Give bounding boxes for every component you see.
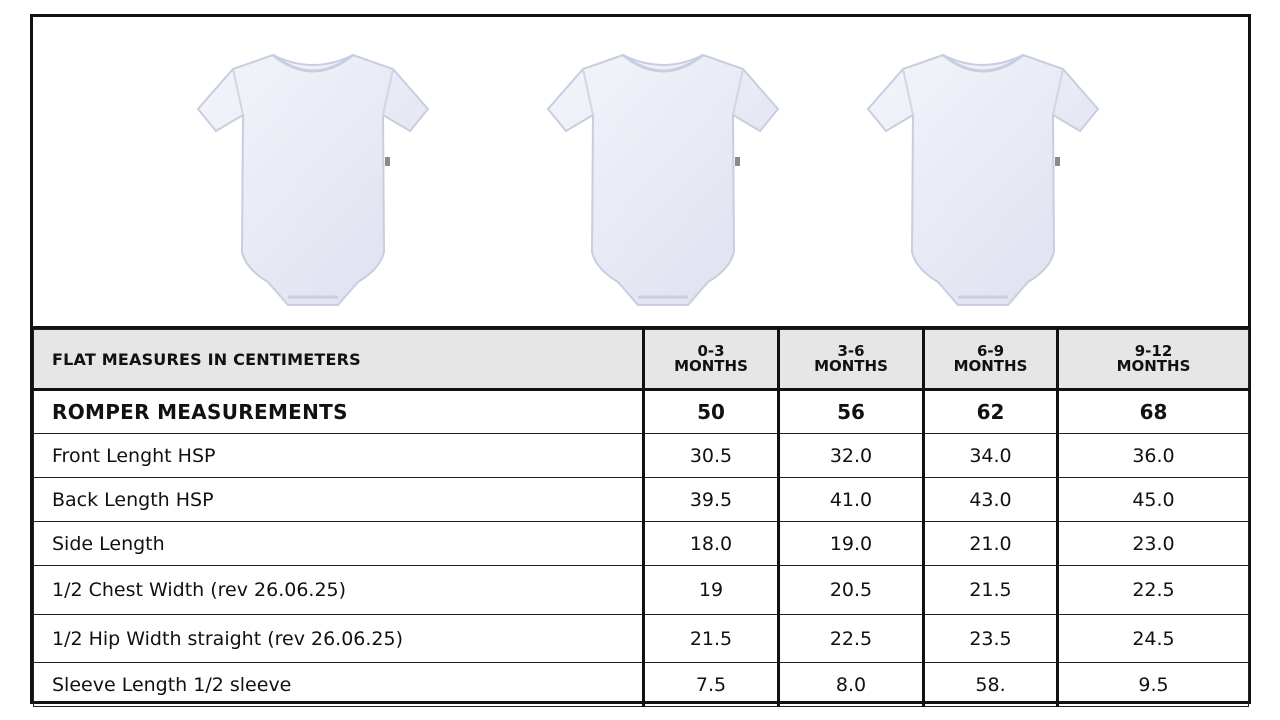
header-label: FLAT MEASURES IN CENTIMETERS xyxy=(34,330,644,390)
measurement-cell: 19.0 xyxy=(779,522,924,566)
size-range: 0-3 xyxy=(697,342,725,360)
measurement-cell: 32.0 xyxy=(779,434,924,478)
size-header-9-12 xyxy=(1058,330,1249,390)
measurement-cell: 50 xyxy=(644,390,779,434)
row-label: Sleeve Length 1/2 sleeve xyxy=(34,663,644,707)
romper-icon xyxy=(538,47,788,312)
measurement-cell: 22.5 xyxy=(1058,566,1249,615)
table-row xyxy=(34,663,1249,707)
row-label: 1/2 Hip Width straight (rev 26.06.25) xyxy=(34,615,644,663)
measurement-cell: 21.5 xyxy=(644,615,779,663)
measurement-cell: 41.0 xyxy=(779,478,924,522)
table-row xyxy=(34,522,1249,566)
size-range: 6-9 xyxy=(976,342,1005,360)
row-label: 1/2 Chest Width (rev 26.06.25) xyxy=(34,566,644,615)
size-header-0-3 xyxy=(644,330,779,390)
measurement-cell: 43.0 xyxy=(924,478,1058,522)
romper-photo-1 xyxy=(188,47,438,312)
row-label: Side Length xyxy=(34,522,644,566)
measurement-cell: 8.0 xyxy=(779,663,924,707)
measurement-cell: 68 xyxy=(1058,390,1249,434)
measurement-cell: 18.0 xyxy=(644,522,779,566)
measurement-cell: 20.5 xyxy=(779,566,924,615)
measurement-cell: 21.5 xyxy=(924,566,1058,615)
measurement-cell: 45.0 xyxy=(1058,478,1249,522)
row-label: Front Lenght HSP xyxy=(34,434,644,478)
romper-icon xyxy=(858,47,1108,312)
measurement-cell: 23.0 xyxy=(1058,522,1249,566)
measurement-cell: 34.0 xyxy=(924,434,1058,478)
measurement-cell: 36.0 xyxy=(1058,434,1249,478)
measurement-cell: 22.5 xyxy=(779,615,924,663)
measurement-cell: 19 xyxy=(644,566,779,615)
size-range: 9-12 xyxy=(1134,342,1173,360)
measurement-cell: 21.0 xyxy=(924,522,1058,566)
measurement-cell: 56 xyxy=(779,390,924,434)
romper-photo-2 xyxy=(538,47,788,312)
romper-icon xyxy=(188,47,438,312)
romper-photo-3 xyxy=(858,47,1108,312)
size-unit: MONTHS xyxy=(1116,357,1191,375)
product-photo-strip xyxy=(33,17,1248,329)
measurement-cell: 23.5 xyxy=(924,615,1058,663)
size-unit: MONTHS xyxy=(674,357,748,375)
measurement-cell: 30.5 xyxy=(644,434,779,478)
table-row xyxy=(34,615,1249,663)
measurement-table xyxy=(33,329,1249,707)
measurement-cell: 62 xyxy=(924,390,1058,434)
row-label: ROMPER MEASUREMENTS xyxy=(34,390,644,434)
size-range: 3-6 xyxy=(837,342,865,360)
size-unit: MONTHS xyxy=(953,357,1028,375)
table-row xyxy=(34,434,1249,478)
table-row xyxy=(34,566,1249,615)
table-row xyxy=(34,478,1249,522)
size-header-6-9 xyxy=(924,330,1058,390)
size-reference-row xyxy=(34,390,1249,434)
row-label: Back Length HSP xyxy=(34,478,644,522)
size-chart-sheet xyxy=(30,14,1251,704)
size-unit: MONTHS xyxy=(814,357,888,375)
measurement-cell: 7.5 xyxy=(644,663,779,707)
measurement-cell: 9.5 xyxy=(1058,663,1249,707)
measurement-cell: 24.5 xyxy=(1058,615,1249,663)
size-header-3-6 xyxy=(779,330,924,390)
measurement-cell: 39.5 xyxy=(644,478,779,522)
measurement-cell: 58. xyxy=(924,663,1058,707)
table-header-row xyxy=(34,330,1249,390)
